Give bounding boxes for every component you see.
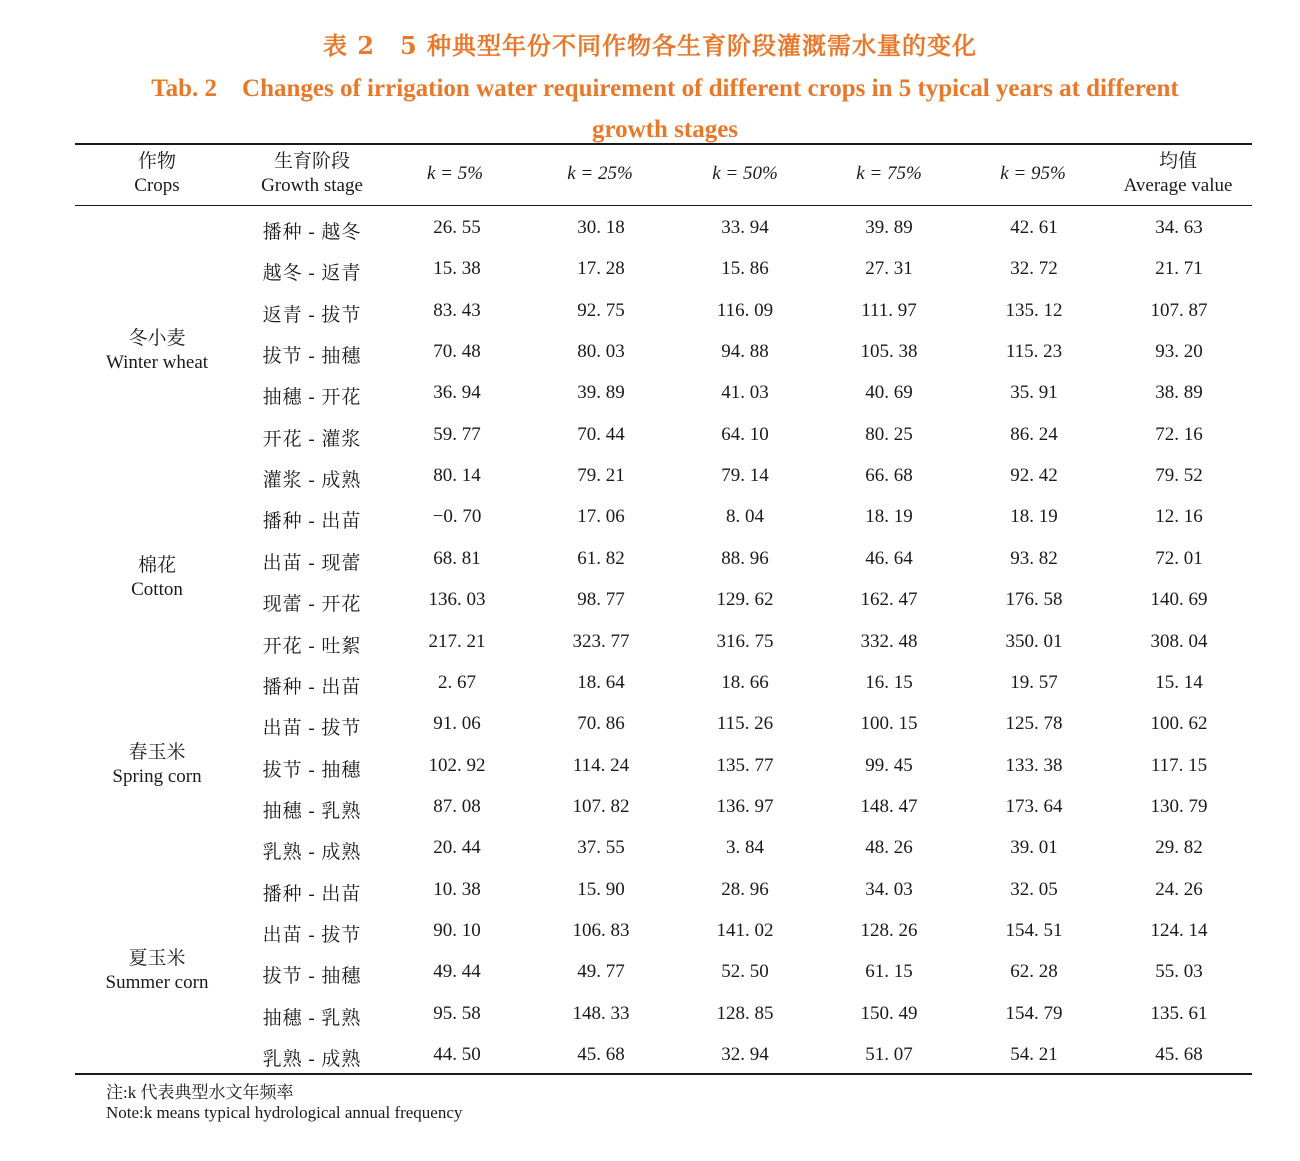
value-cell: 90. 10 <box>433 919 481 941</box>
table-bottom-rule <box>75 1073 1252 1075</box>
header-crops <box>97 150 217 198</box>
value-cell: 79. 14 <box>721 465 769 487</box>
value-cell: 49. 77 <box>577 961 625 983</box>
value-cell: 173. 64 <box>1005 795 1063 817</box>
value-cell: 115. 26 <box>716 713 774 735</box>
header-crops-en: Crops <box>134 175 180 196</box>
value-cell: 61. 82 <box>577 547 625 569</box>
value-cell: 93. 82 <box>1010 547 1058 569</box>
average-value-cell: 29. 82 <box>1155 837 1203 859</box>
value-cell: 15. 38 <box>433 258 481 280</box>
value-cell: 135. 77 <box>716 754 774 776</box>
average-value-cell: 93. 20 <box>1155 341 1203 363</box>
value-cell: 80. 25 <box>865 423 913 445</box>
value-cell: 141. 02 <box>716 919 774 941</box>
value-cell: 42. 61 <box>1010 217 1058 238</box>
average-value-cell: 140. 69 <box>1150 589 1208 611</box>
crop-name-cn: 冬小麦 <box>128 328 186 350</box>
average-value-cell: 38. 89 <box>1155 382 1203 404</box>
average-value-cell: 45. 68 <box>1155 1044 1203 1065</box>
value-cell: 116. 09 <box>716 299 774 321</box>
value-cell: 80. 14 <box>433 465 481 487</box>
value-cell: 41. 03 <box>721 382 769 404</box>
header-k75: k = 75% <box>856 163 922 184</box>
value-cell: 154. 79 <box>1005 1002 1063 1024</box>
value-cell: 17. 28 <box>577 258 625 280</box>
average-value-cell: 12. 16 <box>1155 506 1203 528</box>
average-value-cell: 72. 16 <box>1155 423 1203 445</box>
value-cell: 91. 06 <box>433 713 481 735</box>
table-header-rule <box>75 205 1252 206</box>
note-cn: 注:k 代表典型水文年频率 <box>106 1083 294 1102</box>
growth-stage-cell: 出苗 - 现蕾 <box>262 552 362 574</box>
header-stage-cn: 生育阶段 <box>273 151 350 172</box>
average-value-cell: 55. 03 <box>1155 961 1203 983</box>
average-value-cell: 308. 04 <box>1150 630 1208 652</box>
value-cell: 115. 23 <box>1005 341 1063 363</box>
value-cell: 99. 45 <box>865 754 913 776</box>
value-cell: 106. 83 <box>572 919 630 941</box>
value-cell: 70. 86 <box>577 713 625 735</box>
value-cell: 64. 10 <box>721 423 769 445</box>
value-cell: 88. 96 <box>721 547 769 569</box>
crop-name-cn: 春玉米 <box>128 741 186 763</box>
value-cell: 36. 94 <box>433 382 481 404</box>
header-k50: k = 50% <box>712 163 778 184</box>
value-cell: 18. 64 <box>577 671 625 693</box>
header-stage-en: Growth stage <box>261 175 363 196</box>
value-cell: 114. 24 <box>572 754 630 776</box>
value-cell: 32. 05 <box>1010 878 1058 900</box>
value-cell: 95. 58 <box>433 1002 481 1024</box>
growth-stage-cell: 乳熟 - 成熟 <box>262 842 362 864</box>
value-cell: 49. 44 <box>433 961 481 983</box>
header-k95: k = 95% <box>1000 163 1066 184</box>
table-top-rule <box>75 143 1252 145</box>
value-cell: 98. 77 <box>577 589 625 611</box>
value-cell: 150. 49 <box>860 1002 918 1024</box>
growth-stage-cell: 拔节 - 抽穗 <box>262 346 362 368</box>
value-cell: 15. 86 <box>721 258 769 280</box>
header-growth-stage <box>242 150 382 198</box>
header-k25: k = 25% <box>567 163 633 184</box>
crop-label <box>92 554 222 602</box>
average-value-cell: 100. 62 <box>1150 713 1208 735</box>
crop-name-en: Spring corn <box>112 765 202 787</box>
value-cell: 18. 66 <box>721 671 769 693</box>
value-cell: 111. 97 <box>861 299 917 321</box>
value-cell: 48. 26 <box>865 837 913 859</box>
value-cell: 83. 43 <box>433 299 481 321</box>
header-avg-en: Average value <box>1123 175 1233 196</box>
value-cell: 136. 97 <box>716 795 774 817</box>
value-cell: 61. 15 <box>865 961 913 983</box>
value-cell: 32. 72 <box>1010 258 1058 280</box>
value-cell: −0. 70 <box>432 506 482 528</box>
value-cell: 17. 06 <box>577 506 625 528</box>
value-cell: 176. 58 <box>1005 589 1063 611</box>
header-average <box>1108 150 1248 198</box>
growth-stage-cell: 开花 - 灌浆 <box>262 428 362 450</box>
value-cell: 15. 90 <box>577 878 625 900</box>
value-cell: 44. 50 <box>433 1044 481 1065</box>
growth-stage-cell: 开花 - 吐絮 <box>262 635 362 657</box>
average-value-cell: 21. 71 <box>1155 258 1203 280</box>
value-cell: 68. 81 <box>433 547 481 569</box>
value-cell: 136. 03 <box>428 589 486 611</box>
value-cell: 20. 44 <box>433 837 481 859</box>
value-cell: 39. 89 <box>577 382 625 404</box>
growth-stage-cell: 播种 - 出苗 <box>262 676 362 698</box>
value-cell: 332. 48 <box>860 630 918 652</box>
note-en: Note:k means typical hydrological annual frequency <box>106 1103 463 1122</box>
growth-stage-cell: 乳熟 - 成熟 <box>262 1049 362 1070</box>
growth-stage-cell: 播种 - 出苗 <box>262 511 362 533</box>
value-cell: 316. 75 <box>716 630 774 652</box>
value-cell: 27. 31 <box>865 258 913 280</box>
value-cell: 102. 92 <box>428 754 486 776</box>
value-cell: 62. 28 <box>1010 961 1058 983</box>
crop-name-cn: 棉花 <box>137 555 176 577</box>
value-cell: 32. 94 <box>721 1044 769 1065</box>
value-cell: 30. 18 <box>577 217 625 238</box>
value-cell: 33. 94 <box>721 217 769 238</box>
table-title-cn: 表 2 5 种典型年份不同作物各生育阶段灌溉需水量的变化 <box>322 31 978 60</box>
value-cell: 39. 89 <box>865 217 913 238</box>
value-cell: 80. 03 <box>577 341 625 363</box>
value-cell: 2. 67 <box>438 671 476 693</box>
value-cell: 87. 08 <box>433 795 481 817</box>
value-cell: 128. 85 <box>716 1002 774 1024</box>
value-cell: 133. 38 <box>1005 754 1063 776</box>
value-cell: 70. 44 <box>577 423 625 445</box>
value-cell: 8. 04 <box>726 506 764 528</box>
crop-label <box>92 947 222 995</box>
growth-stage-cell: 拔节 - 抽穗 <box>262 966 362 988</box>
average-value-cell: 79. 52 <box>1155 465 1203 487</box>
value-cell: 79. 21 <box>577 465 625 487</box>
value-cell: 37. 55 <box>577 837 625 859</box>
value-cell: 66. 68 <box>865 465 913 487</box>
value-cell: 45. 68 <box>577 1044 625 1065</box>
crop-name-cn: 夏玉米 <box>128 948 186 970</box>
average-value-cell: 124. 14 <box>1150 919 1208 941</box>
value-cell: 52. 50 <box>721 961 769 983</box>
value-cell: 39. 01 <box>1010 837 1058 859</box>
growth-stage-cell: 返青 - 拔节 <box>262 304 362 326</box>
value-cell: 148. 47 <box>860 795 918 817</box>
value-cell: 154. 51 <box>1005 919 1063 941</box>
value-cell: 51. 07 <box>865 1044 913 1065</box>
growth-stage-cell: 现蕾 - 开花 <box>262 594 362 616</box>
value-cell: 148. 33 <box>572 1002 630 1024</box>
growth-stage-cell: 抽穗 - 乳熟 <box>262 1007 362 1029</box>
value-cell: 34. 03 <box>865 878 913 900</box>
crop-name-en: Winter wheat <box>105 352 209 374</box>
value-cell: 100. 15 <box>860 713 918 735</box>
growth-stage-cell: 出苗 - 拔节 <box>262 924 362 946</box>
value-cell: 129. 62 <box>716 589 774 611</box>
growth-stage-cell: 出苗 - 拔节 <box>262 718 362 740</box>
growth-stage-cell: 灌浆 - 成熟 <box>262 470 362 492</box>
value-cell: 162. 47 <box>860 589 918 611</box>
average-value-cell: 107. 87 <box>1150 299 1208 321</box>
table-title-en: Tab. 2 Changes of irrigation water requirement of different crops in 5 typical years at different growth stages <box>151 75 1179 143</box>
crop-name-en: Cotton <box>131 579 183 601</box>
value-cell: 19. 57 <box>1010 671 1058 693</box>
header-k5: k = 5% <box>426 163 484 184</box>
value-cell: 92. 75 <box>577 299 625 321</box>
crop-name-en: Summer corn <box>105 972 209 994</box>
growth-stage-cell: 越冬 - 返青 <box>262 263 362 285</box>
value-cell: 26. 55 <box>433 217 481 238</box>
value-cell: 107. 82 <box>572 795 630 817</box>
growth-stage-cell: 播种 - 出苗 <box>262 883 362 905</box>
header-avg-cn: 均值 <box>1158 151 1197 172</box>
average-value-cell: 130. 79 <box>1150 795 1208 817</box>
value-cell: 46. 64 <box>865 547 913 569</box>
value-cell: 28. 96 <box>721 878 769 900</box>
average-value-cell: 117. 15 <box>1150 754 1208 776</box>
value-cell: 350. 01 <box>1005 630 1063 652</box>
value-cell: 10. 38 <box>433 878 481 900</box>
value-cell: 3. 84 <box>726 837 764 859</box>
value-cell: 40. 69 <box>865 382 913 404</box>
average-value-cell: 135. 61 <box>1150 1002 1208 1024</box>
value-cell: 323. 77 <box>572 630 630 652</box>
growth-stage-cell: 播种 - 越冬 <box>262 222 362 243</box>
value-cell: 18. 19 <box>1010 506 1058 528</box>
value-cell: 59. 77 <box>433 423 481 445</box>
value-cell: 18. 19 <box>865 506 913 528</box>
value-cell: 217. 21 <box>428 630 486 652</box>
crop-label <box>92 741 222 789</box>
value-cell: 70. 48 <box>433 341 481 363</box>
value-cell: 86. 24 <box>1010 423 1058 445</box>
value-cell: 92. 42 <box>1010 465 1058 487</box>
growth-stage-cell: 抽穗 - 乳熟 <box>262 800 362 822</box>
value-cell: 125. 78 <box>1005 713 1063 735</box>
average-value-cell: 34. 63 <box>1155 217 1203 238</box>
average-value-cell: 24. 26 <box>1155 878 1203 900</box>
growth-stage-cell: 抽穗 - 开花 <box>262 387 362 409</box>
average-value-cell: 15. 14 <box>1155 671 1203 693</box>
value-cell: 135. 12 <box>1005 299 1063 321</box>
value-cell: 128. 26 <box>860 919 918 941</box>
growth-stage-cell: 拔节 - 抽穗 <box>262 759 362 781</box>
header-crops-cn: 作物 <box>137 151 176 172</box>
value-cell: 105. 38 <box>860 341 918 363</box>
value-cell: 94. 88 <box>721 341 769 363</box>
value-cell: 35. 91 <box>1010 382 1058 404</box>
crop-label <box>92 327 222 375</box>
value-cell: 16. 15 <box>865 671 913 693</box>
average-value-cell: 72. 01 <box>1155 547 1203 569</box>
value-cell: 54. 21 <box>1010 1044 1058 1065</box>
